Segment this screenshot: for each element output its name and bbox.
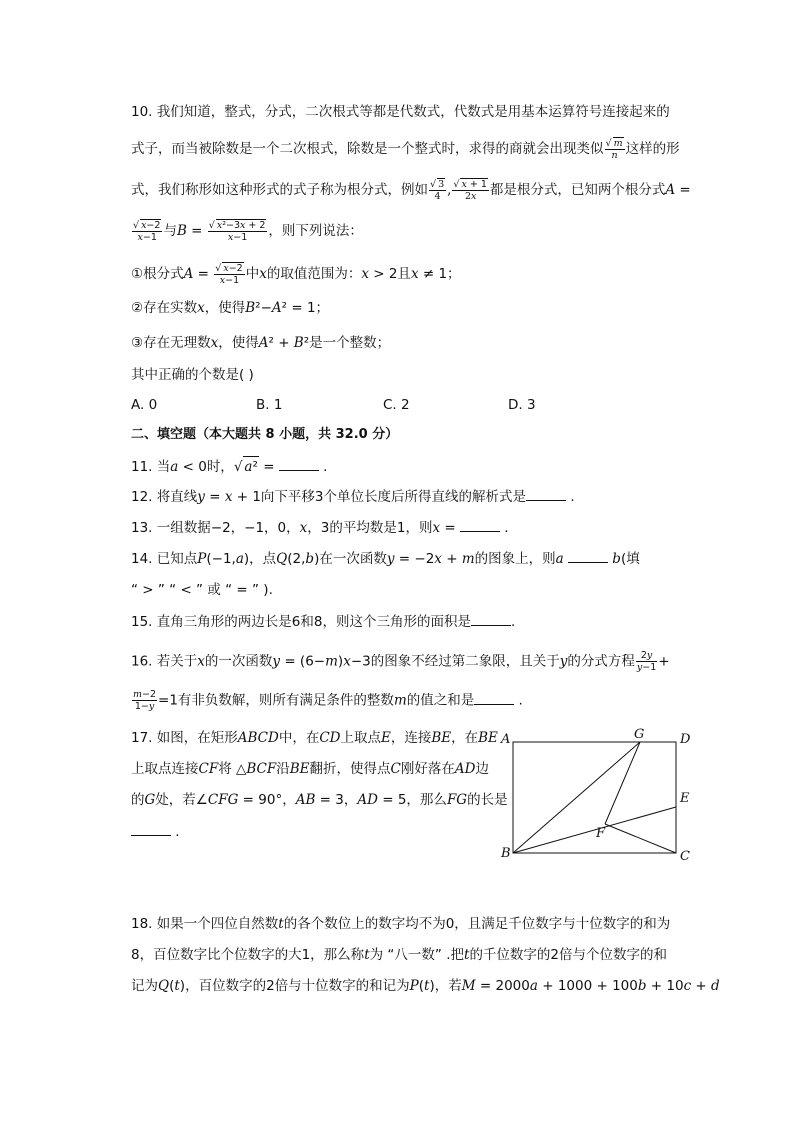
q18-line2: 8，百位数字比个位数字的大1，那么称t为 “八一数” .把t的千位数字的2倍与个位数字的和 [131,947,668,963]
rectangle-abcd [513,742,676,853]
label-f: F [596,826,606,841]
label-e: E [680,791,690,806]
answer-blank [474,692,514,705]
answer-blank [131,823,171,836]
answer-blank [471,613,511,626]
q10-line4: $\frac{√ x-2}{x-1}$ 与B = $\frac{\text{√ x²−3x + 2}}{x-1}$ ，则下列说法： [133,220,363,243]
answer-blank [460,519,500,532]
label-c: C [680,849,690,864]
label-g: G [634,727,645,742]
segment-gf [605,742,640,824]
option-d: D. 3 [508,397,536,413]
q16: 16. 若关于x的一次函数y = (6−m)x−3的图象不经过第二象限，且关于y的分式方程 $\frac{2y}{y-1}$ + [131,650,670,673]
answer-blank [526,488,566,501]
label-d: D [680,732,691,747]
option-b: B. 1 [256,397,283,413]
option-c: C. 2 [383,397,410,413]
q17-line3: 的G处，若∠CFG = 90°，AB = 3，AD = 5，那么FG的长是 [131,792,508,808]
segment-bg [513,742,640,853]
segment-fc [605,824,676,853]
q15: 15. 直角三角形的两边长是6和8，则这个三角形的面积是 . [131,614,516,630]
answer-blank [279,458,319,471]
q14-line2: “ > ” “ < ” 或 “ = ” ). [131,582,273,598]
statement-1: ①根分式A = $\frac{√ x-2}{x-1}$ 中x的取值范围为：x > 2且x ≠ 1； [131,263,461,286]
statement-3: ③存在无理数x，使得A² + B²是一个整数； [131,335,391,351]
q10-line1: 10. 我们知道，整式，分式，二次根式等都是代数式，代数式是用基本运算符号连接起来的 [131,104,670,120]
section-heading: 二、填空题（本大题共 8 小题，共 32.0 分） [131,427,399,442]
q12: 12. 将直线y = x + 1向下平移3个单位长度后所得直线的解析式是 . [131,489,575,505]
q18-line3: 记为Q(t)，百位数字的2倍与十位数字的和记为P(t)，若M = 2000a + 1000 + 100b + 10c + d [131,978,720,994]
statement-2: ②存在实数x，使得B²−A² = 1； [131,300,330,316]
q17-line4: . [131,822,180,842]
q17-line2: 上取点连接CF将 △BCF沿BE翻折，使得点C刚好落在AD边 [131,761,489,777]
q18-line1: 18. 如果一个四位自然数t的各个数位上的数字均不为0，且满足千位数字与十位数字的和为 [131,916,671,932]
q13: 13. 一组数据−2，−1，0，x，3的平均数是1，则x = . [131,520,509,536]
q10-line3: 式，我们称形如这种形式的式子称为根分式，例如 $\frac{√ 3}{4}$ , $\frac{√ x + 1}{2x}$ 都是根分式，已知两个根分式A = [131,179,691,202]
answer-blank [568,550,608,563]
q14: 14. 已知点P(−1,a)，点Q(2,b)在一次函数y = −2x + m的图象上，则a b(填 [131,551,640,567]
option-a: A. 0 [131,397,158,413]
q10-line2: 式子，而当被除数是一个二次根式，除数是一个整式时，求得的商就会出现类似 $\frac{√ m}{n}$ 这样的形 [131,138,680,161]
label-a: A [501,732,511,747]
segment-be [513,807,676,853]
q16-line2: $\frac{m-2}{1-y}$ =1有非负数解，则所有满足条件的整数m的值之和是 . [133,689,523,712]
q17-line1: 17. 如图，在矩形ABCD中，在CD上取点E，连接BE，在BE [131,730,498,746]
fraction-sqrt-m-over-n: $\frac{√ m}{n}$ [605,138,623,161]
q11: 11. 当a < 0时，√ a² = . [131,456,327,477]
q10-ask: 其中正确的个数是( ) [131,367,254,383]
rectangle-figure [497,726,697,866]
q10-options [131,395,651,415]
label-b: B [501,846,511,861]
